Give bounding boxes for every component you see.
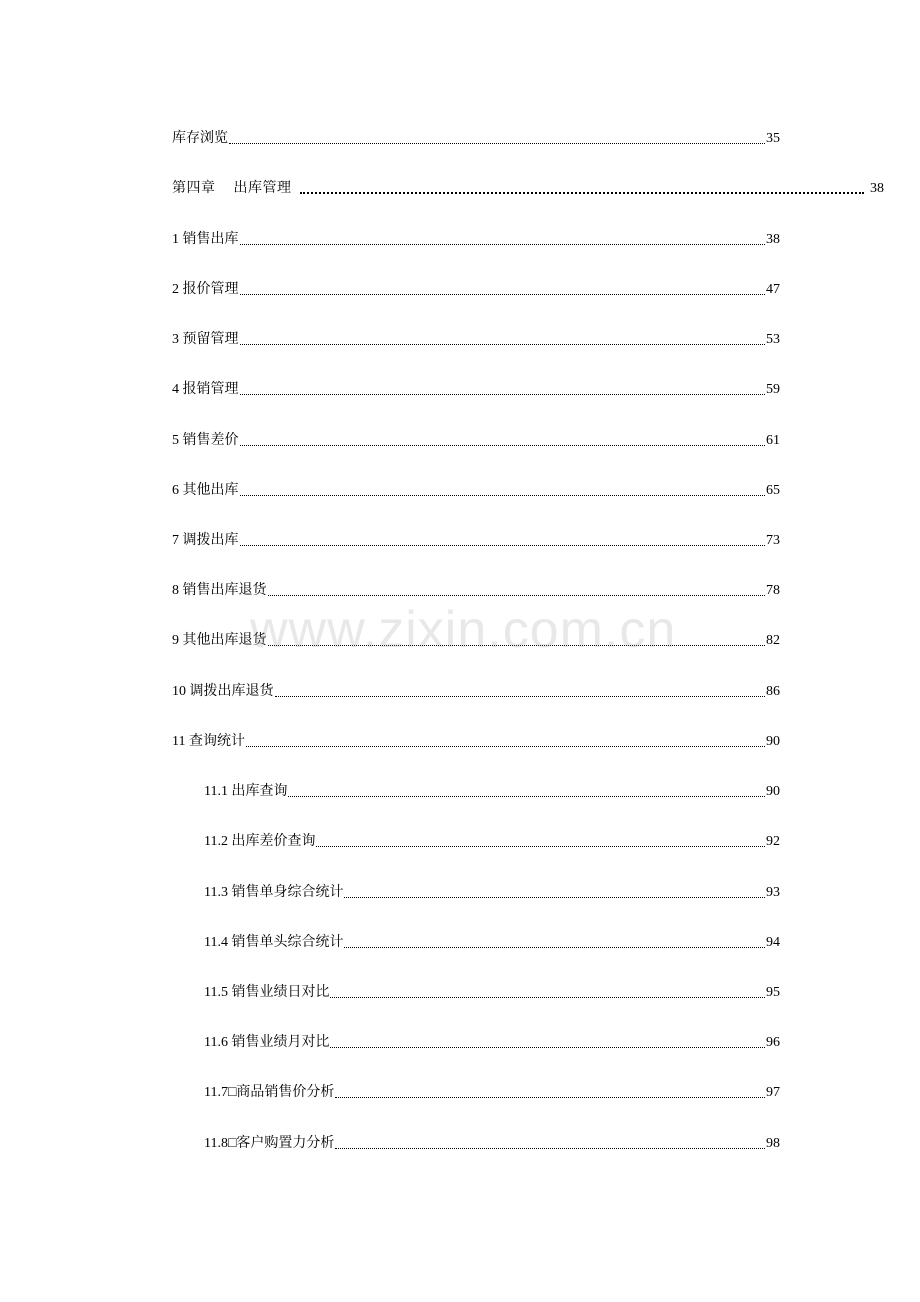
toc-entry-label: 7 调拨出库: [172, 533, 239, 548]
toc-leader: [288, 796, 765, 797]
toc-entry-label: 10 调拨出库退货: [172, 684, 274, 699]
toc-entry-label: 库存浏览: [172, 131, 228, 146]
toc-leader: [240, 445, 766, 446]
toc-entry-page: 90: [766, 734, 780, 749]
toc-entry-label: 11.1 出库查询: [204, 784, 288, 799]
toc-entry[interactable]: [172, 578, 780, 600]
toc-leader: [268, 645, 766, 646]
toc-entry-label: 11.2 出库差价查询: [204, 834, 316, 849]
toc-chapter-entry[interactable]: [172, 176, 884, 198]
toc-subentry[interactable]: [204, 980, 780, 1002]
toc-entry-page: 82: [766, 633, 780, 648]
toc-entry-label: 4 报销管理: [172, 382, 239, 397]
toc-leader: [240, 294, 766, 295]
toc-subentry[interactable]: [204, 829, 780, 851]
toc-leader: [344, 947, 765, 948]
toc-leader: [240, 545, 766, 546]
toc-leader: [344, 897, 765, 898]
toc-leader: [240, 344, 766, 345]
toc-entry[interactable]: [172, 327, 780, 349]
toc-leader: [330, 1047, 765, 1048]
toc-entry-label: 11 查询统计: [172, 734, 245, 749]
toc-entry-label: 11.5 销售业绩日对比: [204, 985, 330, 1000]
toc-entry[interactable]: [172, 277, 780, 299]
toc-entry-page: 53: [766, 332, 780, 347]
toc-entry-label: 11.7□商品销售价分析: [204, 1085, 335, 1100]
toc-subentry[interactable]: [204, 1131, 780, 1153]
toc-entry[interactable]: [172, 227, 780, 249]
toc-leader: [300, 192, 865, 194]
toc-entry-label: 1 销售出库: [172, 232, 239, 247]
toc-subentry[interactable]: [204, 1030, 780, 1052]
toc-leader: [240, 495, 766, 496]
toc-leader: [330, 997, 765, 998]
toc-entry-page: 90: [766, 784, 780, 799]
toc-entry[interactable]: [172, 478, 780, 500]
toc-entry-page: 96: [766, 1035, 780, 1050]
toc-subentry[interactable]: [204, 880, 780, 902]
toc-entry-page: 59: [766, 382, 780, 397]
toc-subentry[interactable]: [204, 930, 780, 952]
toc-entry[interactable]: [172, 126, 780, 148]
toc-entry[interactable]: [172, 428, 780, 450]
toc-entry-label: 9 其他出库退货: [172, 633, 267, 648]
toc-entry-page: 78: [766, 583, 780, 598]
watermark-text: www.zixin.com.cn: [250, 601, 677, 659]
toc-entry-page: 61: [766, 433, 780, 448]
toc-entry-page: 73: [766, 533, 780, 548]
toc-leader: [229, 143, 765, 144]
toc-leader: [246, 746, 765, 747]
toc-entry-label: 2 报价管理: [172, 282, 239, 297]
toc-entry-page: 47: [766, 282, 780, 297]
toc-entry-page: 97: [766, 1085, 780, 1100]
toc-entry-label: 5 销售差价: [172, 433, 239, 448]
toc-leader: [240, 244, 766, 245]
toc-entry-page: 86: [766, 684, 780, 699]
toc-subentry[interactable]: [204, 779, 780, 801]
toc-entry-page: 95: [766, 985, 780, 1000]
toc-entry-label: 11.8□客户购置力分析: [204, 1136, 335, 1151]
toc-entry-page: 98: [766, 1136, 780, 1151]
toc-entry[interactable]: [172, 679, 780, 701]
toc-subentry[interactable]: [204, 1080, 780, 1102]
toc-entry-label: 3 预留管理: [172, 332, 239, 347]
toc-leader: [268, 595, 766, 596]
toc-entry[interactable]: [172, 729, 780, 751]
toc-entry-page: 93: [766, 885, 780, 900]
toc-chapter-number: 第四章: [172, 181, 216, 196]
toc-entry[interactable]: [172, 628, 780, 650]
toc-entry-label: 11.6 销售业绩月对比: [204, 1035, 330, 1050]
toc-chapter-label: [172, 180, 292, 198]
toc-entry-page: 35: [766, 131, 780, 146]
toc-leader: [275, 696, 766, 697]
toc-entry-label: 6 其他出库: [172, 483, 239, 498]
toc-entry[interactable]: [172, 377, 780, 399]
toc-entry-page: 38: [766, 232, 780, 247]
toc-chapter-title: 出库管理: [233, 181, 292, 196]
toc-entry-page: 92: [766, 834, 780, 849]
toc-leader: [240, 394, 766, 395]
toc-entry-label: 11.4 销售单头综合统计: [204, 935, 344, 950]
toc-entry-page: 94: [766, 935, 780, 950]
toc-leader: [316, 846, 765, 847]
toc-entry-label: 11.3 销售单身综合统计: [204, 885, 344, 900]
toc-leader: [335, 1148, 765, 1149]
toc-entry[interactable]: [172, 528, 780, 550]
toc-entry-page: 65: [766, 483, 780, 498]
toc-entry-label: 8 销售出库退货: [172, 583, 267, 598]
toc-entry-page: 38: [870, 181, 884, 196]
toc-leader: [335, 1097, 765, 1098]
